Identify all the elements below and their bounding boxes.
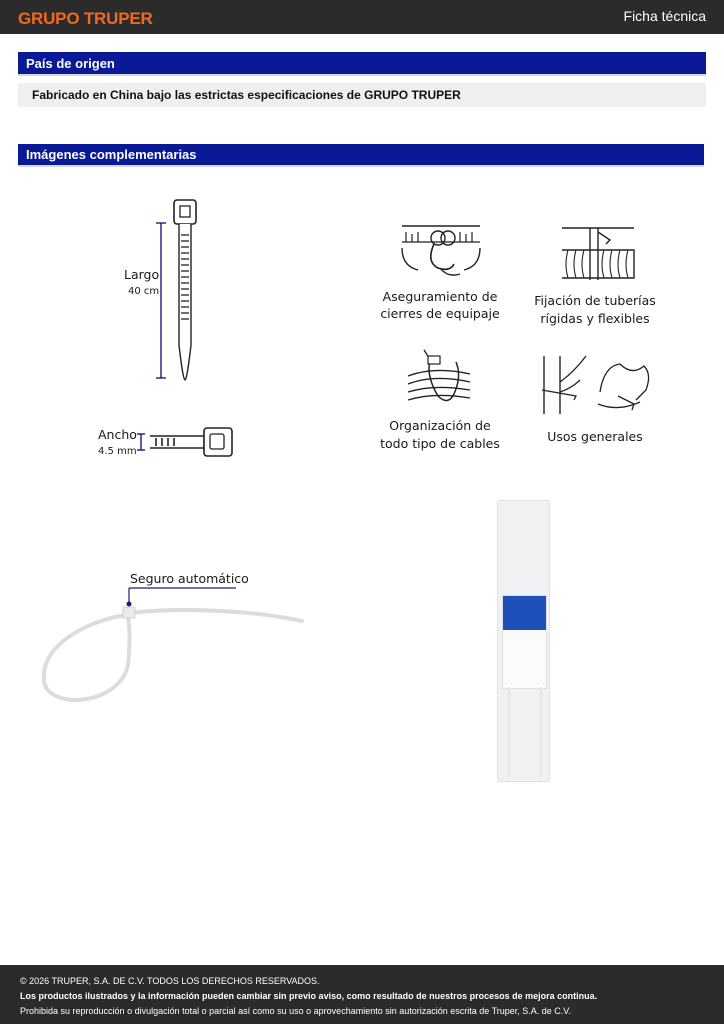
footer [0,965,724,1024]
cable-tie-width-diagram [134,424,244,460]
length-label: Largo [124,267,160,282]
footer-legal: Prohibida su reproducción o divulgación total o parcial así como su uso o aprovechamiento sin autorización escrita de Truper, S.A. de C.V. [20,1006,571,1016]
origin-text: Fabricado en China bajo las estrictas especificaciones de GRUPO TRUPER [18,83,706,107]
use-luggage-line2: cierres de equipaje [380,306,500,321]
use-pipes-line1: Fijación de tuberías [534,293,656,308]
images-section-header: Imágenes complementarias [18,144,704,167]
cable-tie-length-diagram [150,195,240,395]
use-cables-line2: todo tipo de cables [380,436,500,451]
width-value: 4.5 mm [98,446,137,457]
use-general-line1: Usos generales [547,429,643,444]
width-label: Ancho [98,427,137,442]
cable-tie-lock-diagram [36,585,308,710]
use-cables-line1: Organización de [389,418,491,433]
document-type: Ficha técnica [623,8,706,24]
top-bar [0,0,724,34]
length-value: 40 cm [128,286,160,297]
footer-notice: Los productos ilustrados y la información pueden cambiar sin previo aviso, como resultado de nuestros procesos de mejora continua. [20,991,598,1001]
package-ties [508,687,542,777]
origin-section-header: País de origen [18,52,706,76]
package-label [502,595,547,689]
package-label-header [503,596,546,630]
product-package-image [497,500,550,782]
general-uses-icon [540,352,658,416]
use-luggage-line1: Aseguramiento de [382,289,498,304]
cable-organization-icon [404,346,476,408]
luggage-fastening-icon [398,222,484,282]
pipe-fastening-icon [558,224,638,284]
use-pipes-line2: rígidas y flexibles [540,311,650,326]
lock-label: Seguro automático [130,571,249,586]
footer-copyright: © 2026 TRUPER, S.A. DE C.V. TODOS LOS DERECHOS RESERVADOS. [20,976,320,986]
brand-logo: GRUPO TRUPER [18,9,153,28]
